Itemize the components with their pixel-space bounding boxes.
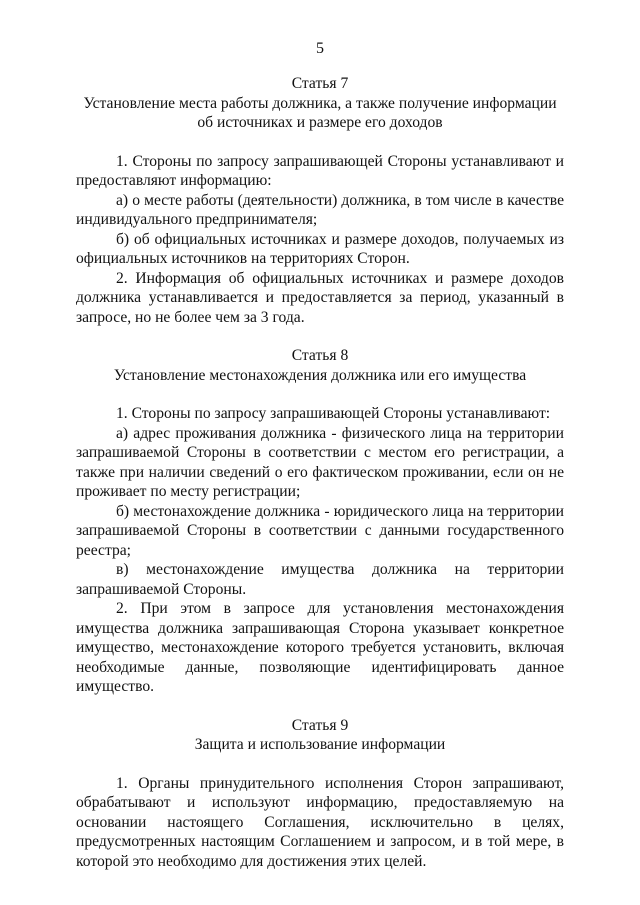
article-title: Статья 8 [291,347,349,364]
article-heading: Установление местонахождения должника или его имущества [113,366,527,384]
paragraph: б) об официальных источниках и размере доходов, получаемых из официальных источников на территориях Сторон. [76,230,564,267]
article-7 [76,74,564,327]
paragraph: б) местонахождение должника - юридического лица на территории запрашиваемой Стороны в соответствии с данными государственного реестра; [76,502,564,559]
paragraph: 1. Органы принудительного исполнения Сторон запрашивают, обрабатывают и используют информацию, предоставляемую на основании настоящего Соглашения, исключительно в целях, предусмотренных настоящим Соглашением и запросом, и в той мере, в которой это необходимо для достижения этих целей. [76,774,564,870]
article-heading: Защита и использование информации [194,736,446,753]
page-number: 5 [316,40,324,57]
document-body [76,74,564,871]
paragraph: 1. Стороны по запросу запрашивающей Стороны устанавливают: [116,405,551,422]
paragraph: а) о месте работы (деятельности) должника, в том числе в качестве индивидуального предпринимателя; [76,191,564,228]
article-heading: Установление места работы должника, а также получение информации об источниках и размере его доходов [83,94,557,131]
paragraph: 1. Стороны по запросу запрашивающей Стороны устанавливают и предоставляют информацию: [76,152,564,189]
article-title: Статья 7 [291,75,349,92]
paragraph: 2. При этом в запросе для установления местонахождения имущества должника запрашивающая Сторона указывает конкретное имущество, местонахождение которого требуется установить, включая необходимые данные, позволяющие идентифицировать данное имущество. [76,600,564,695]
paragraph: в) местонахождение имущества должника на территории запрашиваемой Стороны. [76,561,564,598]
article-title: Статья 9 [291,716,349,734]
paragraph: а) адрес проживания должника - физического лица на территории запрашиваемой Стороны в соответствии с местом его регистрации, а также при наличии сведений о его фактическом проживании, если он не проживает по месту регистрации; [76,424,564,500]
paragraph: 2. Информация об официальных источниках и размере доходов должника устанавливается и предоставляется за период, указанный в запросе, но не более чем за 3 года. [76,269,564,326]
article-9 [76,716,564,872]
article-8 [76,346,564,697]
